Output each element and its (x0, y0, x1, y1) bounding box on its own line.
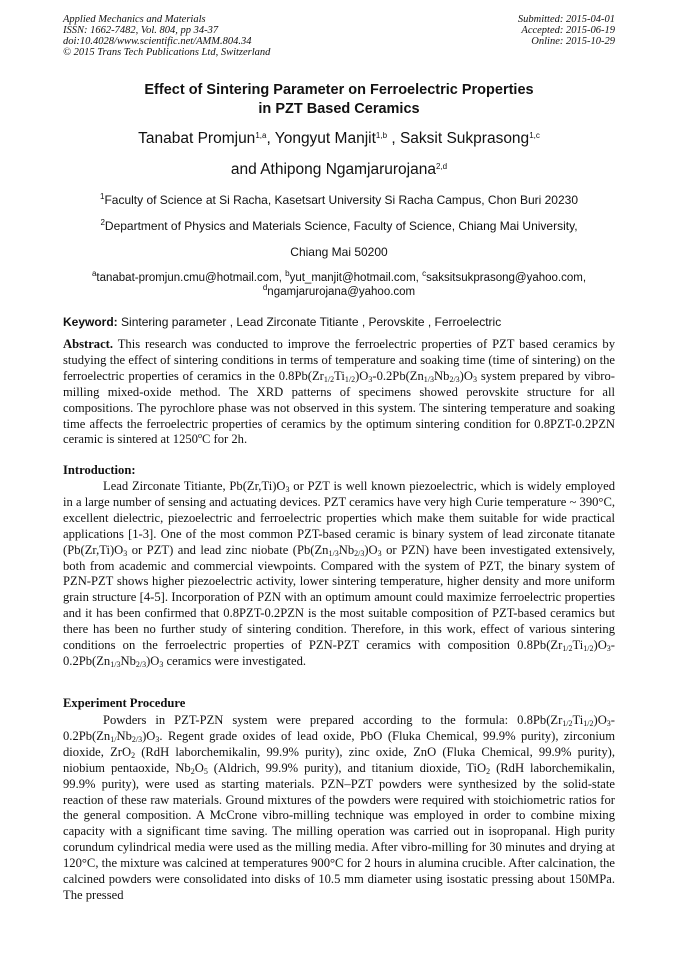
title-line-2: in PZT Based Ceramics (258, 101, 420, 117)
author-superscript: 2,d (435, 162, 448, 171)
author-emails: $^a$tanabat-promjun.cmu@hotmail.com, $^b$yut_manjit@hotmail.com, $^c$saksitsukprasong@yahoo.com, $^d$ngamjarurojana@yahoo.com (91, 269, 587, 298)
author-superscript: 1,b (375, 131, 388, 140)
affiliation-superscript: 2 (100, 218, 105, 227)
journal-copyright: © 2015 Trans Tech Publications Ltd, Switzerland (63, 47, 271, 58)
journal-doi: doi:10.4028/www.scientific.net/AMM.804.34 (63, 36, 252, 47)
affiliation-1 (0, 193, 678, 207)
experiment-body: Powders in PZT-PZN system were prepared according to the formula: $0.8Pb(Zr_{1/2}Ti_{1/2})O_3-0.2Pb(Zn_{1/}Nb_{2/3})O_3$. Regent grade oxides of lead oxide, PbO (Fluka Chemical, 99.9% purity), zirconium dioxide, ZrO$_2$ (RdH laborchemikalin, 99.9% purity), zinc oxide, ZnO (Fluka Chemical, 99.9% purity), niobium pentaoxide, $Nb_2O_5$ (Aldrich, 99.9% purity), and titanium dioxide, TiO$_2$ (RdH laborchemikalin, 99.9% purity), were used as starting materials. PZN–PZT powders were synthesized by the solid-state reaction of these raw materials. Ground mixtures of the powders were required with stoichiometric ratios for the general composition. A McCrone vibro-milling technique was employed in order to combine mixing capacity with a significant time saving. The milling operation was carried out in isopropanal. High purity corundum cylindrical media were used as the milling media. After vibro-milling for 30 minutes and drying at 120°C, the mixture was calcined at temperatures 900°C for 2 hours in alumina crucible. After calcination, the calcined powders were consolidated into disks of 10.5 mm diameter using isostatic pressing about 150MPa. The pressed (63, 713, 615, 902)
author-list: Tanabat Promjun$^{1,a}$, Yongyut Manjit$^{1,b}$ , Saksit Sukprasong$^{1,c}$ (138, 130, 540, 147)
paper-title (0, 81, 678, 119)
email-a[interactable]: tanabat-promjun.cmu@hotmail.com, (96, 272, 282, 284)
abstract-label: Abstract. (63, 337, 114, 351)
author-name: Tanabat Promjun (138, 130, 256, 147)
journal-issn: ISSN: 1662-7482, Vol. 804, pp 34-37 (63, 25, 219, 36)
email-d[interactable]: ngamjarurojana@yahoo.com (267, 286, 416, 298)
title-line-1: Effect of Sintering Parameter on Ferroelectric Properties (144, 82, 534, 98)
online-date: Online: 2015-10-29 (531, 36, 615, 47)
journal-name: Applied Mechanics and Materials (63, 14, 206, 25)
abstract-text-1: This research was conducted to improve the ferroelectric properties of PZT based ceramics by studying the effect of sintering conditions in terms of temperature and soaking time (time of sintering) on the ferroelectric properties of ceramics in the 0.8Pb(Zr (63, 337, 616, 383)
accepted-date: Accepted: 2015-06-19 (521, 25, 615, 36)
affiliation-2-city: Chiang Mai 50200 (290, 245, 388, 259)
author-list-2 (0, 161, 678, 179)
section-heading-experiment: Experiment Procedure (63, 696, 186, 710)
affiliation-superscript: 1 (99, 192, 105, 201)
abstract-text-2: system prepared by vibro-milling mixed-oxide method. The XRD patterns of specimens showed perovskite structure for all compositions. The pyrochlore phase was not observed in this system. The sintering temperature and soaking time affects the ferroelectric properties of ceramics by the optimum sintering condition for 0.8PZT-0.2PZN ceramic is sintered at 1250 (63, 368, 615, 447)
author-superscript: 1,c (529, 131, 540, 140)
author-conjunction: and (230, 161, 257, 178)
author-name: Saksit Sukprasong (399, 130, 530, 147)
email-c[interactable]: saksitsukprasong@yahoo.com, (426, 272, 587, 284)
introduction-body: Lead Zirconate Titiante, $Pb(Zr,Ti)O_3$ or PZT is well known piezoelectric, which is widely employed in a large number of sensing and actuating devices. PZT ceramics have very high Curie temperature ~ 390°C, excellent dielectric, piezoelectric and ferroelectric properties which make them suitable for wide practical applications [1-3]. One of the most common PZT-based ceramic is binary system of lead zirconate titanate ($Pb(Zr,Ti)O_3$ or PZT) and lead zinc niobate ($Pb(Zn_{1/3}Nb_{2/3})O_3$ or PZN) have been investigated extensively, both from academic and commercial viewpoints. Compared with the system of PZT, the binary system of PZN-PZT shows higher piezoelectric activity, lower sintering temperature, higher density and more uniform grain structure [4-5]. Incorporation of PZN with an optimum amount could maximize ferroelectric properties and it has been confirmed that 0.8PZT-0.2PZN is the most suitable composition of PZT-based ceramics but there has been no further study of sintering condition. Therefore, in this work, effect of various sintering conditions on the ferroelectric properties of PZN-PZT ceramics with composition $0.8Pb(Zr_{1/2}Ti_{1/2})O_3-0.2Pb(Zn_{1/3}Nb_{2/3})O_3$ ceramics were investigated. (63, 479, 616, 669)
abstract-text-3: C for 2h. (201, 432, 248, 447)
affiliation-2 (0, 219, 678, 233)
keywords-label: Keyword: (63, 315, 118, 329)
author-name: Athipong Ngamjarurojana (260, 161, 436, 178)
keywords-text: Sintering parameter , Lead Zirconate Titiante , Perovskite , Ferroelectric (121, 315, 502, 329)
affiliation-text: Faculty of Science at Si Racha, Kasetsart University Si Racha Campus, Chon Buri 20230 (104, 193, 578, 207)
abstract: Abstract. This research was conducted to improve the ferroelectric properties of PZT based ceramics by studying the effect of sintering conditions in terms of temperature and soaking time (time of sintering) on the ferroelectric properties of ceramics in the $0.8Pb(Zr_{1/2}Ti_{1/2})O_3-0.2Pb(Zn_{1/3}Nb_{2/3})O_3$ system prepared by vibro-milling mixed-oxide method. The XRD patterns of specimens showed perovskite structure for all compositions. The pyrochlore phase was not observed in this system. The sintering temperature and soaking time affects the ferroelectric properties of ceramics by the optimum sintering condition for 0.8PZT-0.2PZN ceramic is sintered at 1250$^o$C for 2h. (63, 337, 616, 447)
section-heading-introduction: Introduction: (63, 463, 136, 477)
keywords (63, 315, 501, 329)
author-superscript: 1,a (255, 131, 267, 140)
submitted-date: Submitted: 2015-04-01 (517, 14, 615, 25)
email-b[interactable]: yut_manjit@hotmail.com, (289, 272, 419, 284)
journal-info (63, 14, 270, 58)
affiliation-text: Department of Physics and Materials Science, Faculty of Science, Chiang Mai University, (104, 219, 578, 233)
author-name: Yongyut Manjit (274, 130, 376, 147)
submission-dates (518, 14, 615, 47)
